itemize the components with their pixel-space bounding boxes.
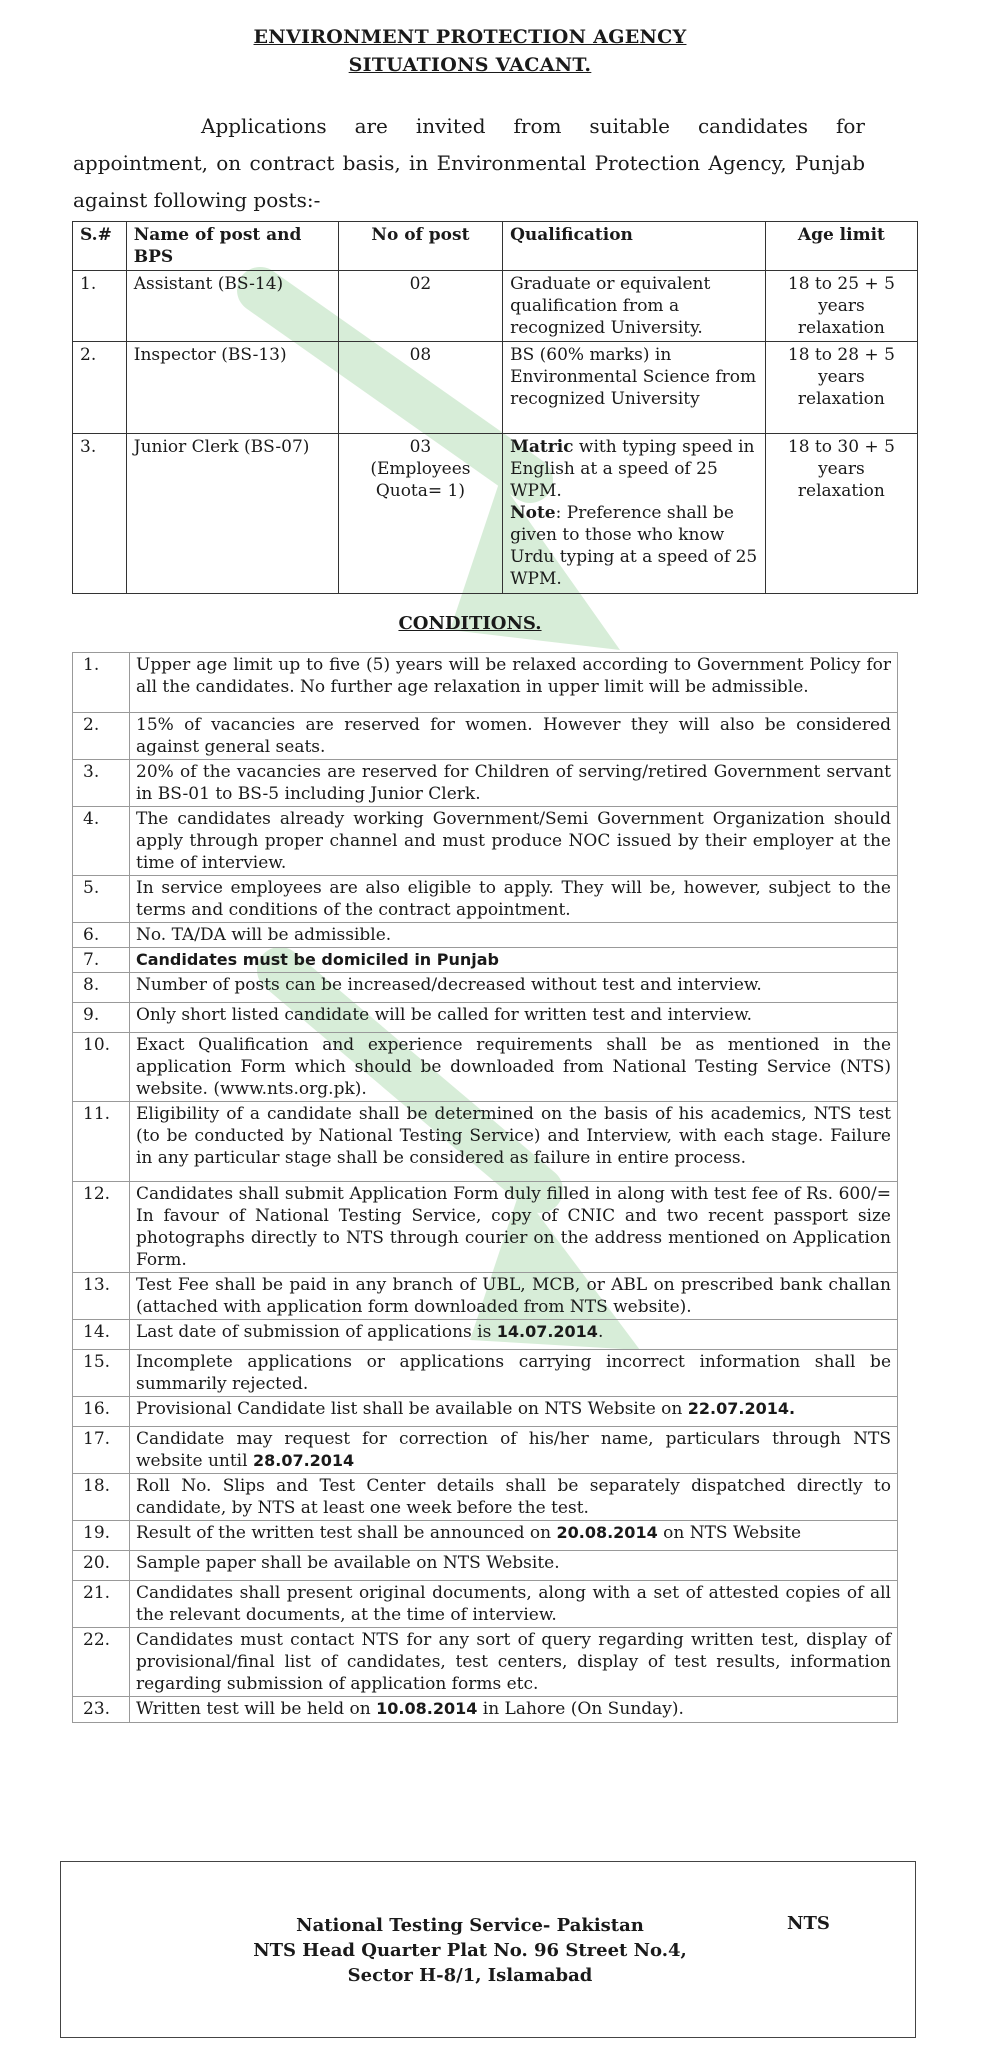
row-no-of-post: 03 — [409, 437, 432, 457]
row-post-name: Inspector (BS-13) — [126, 342, 338, 434]
header-qualification: Qualification — [503, 222, 766, 271]
condition-row — [73, 1581, 898, 1628]
condition-number: 19. — [73, 1521, 130, 1551]
condition-number: 14. — [73, 1320, 130, 1350]
row-age-limit: 18 to 30 + 5 years relaxation — [765, 434, 917, 594]
table-row — [73, 342, 918, 434]
condition-text: 20% of the vacancies are reserved for Children of serving/retired Government servant in BS-01 to BS-5 including Junior Clerk. — [136, 762, 891, 804]
table-row — [73, 434, 918, 594]
condition-text: Number of posts can be increased/decreased without test and interview. — [136, 975, 762, 995]
condition-text-cell — [130, 948, 898, 973]
condition-row — [73, 653, 898, 713]
condition-text: Result of the written test shall be announced on — [136, 1523, 557, 1543]
condition-row — [73, 807, 898, 876]
condition-text-cell — [130, 1273, 898, 1320]
condition-text: Incomplete applications or applications carrying incorrect information shall be summarily rejected. — [136, 1352, 891, 1394]
condition-bold: 22.07.2014. — [687, 1399, 796, 1418]
condition-number: 11. — [73, 1102, 130, 1182]
condition-number: 22. — [73, 1628, 130, 1697]
condition-text: Roll No. Slips and Test Center details shall be separately dispatched directly to candidate, by NTS at least one week before the test. — [136, 1476, 891, 1518]
condition-text-cell — [130, 713, 898, 760]
condition-number: 21. — [73, 1581, 130, 1628]
footer-nts-tag: NTS — [787, 1913, 830, 1934]
condition-bold: 28.07.2014 — [252, 1451, 355, 1470]
condition-text-cell — [130, 1397, 898, 1427]
row-post-name: Junior Clerk (BS-07) — [126, 434, 338, 594]
condition-text-cell — [130, 1474, 898, 1521]
condition-number: 10. — [73, 1033, 130, 1102]
condition-row — [73, 1273, 898, 1320]
row-age-limit: 18 to 28 + 5 years relaxation — [765, 342, 917, 434]
condition-text: Written test will be held on — [136, 1699, 377, 1719]
condition-row — [73, 1427, 898, 1474]
condition-text: Last date of submission of applications is — [136, 1322, 497, 1342]
agency-title: ENVIRONMENT PROTECTION AGENCY — [253, 26, 687, 48]
intro-paragraph — [73, 108, 865, 219]
condition-row — [73, 973, 898, 1003]
header-post-name: Name of post and BPS — [126, 222, 338, 271]
footer-address — [210, 1913, 730, 1988]
condition-row — [73, 1628, 898, 1697]
condition-row — [73, 948, 898, 973]
condition-text: Exact Qualification and experience requirements shall be as mentioned in the application Form which should be downloaded from National Testing Service (NTS) website. (www.nts.org.pk). — [136, 1035, 891, 1099]
condition-row — [73, 1397, 898, 1427]
condition-text-cell — [130, 653, 898, 713]
row-post-name: Assistant (BS-14) — [126, 271, 338, 342]
condition-row — [73, 876, 898, 923]
condition-text: Test Fee shall be paid in any branch of UBL, MCB, or ABL on prescribed bank challan (attached with application form downloaded from NTS website). — [136, 1275, 891, 1317]
row-qualification: with typing speed in English at a speed of 25 WPM. — [510, 437, 755, 501]
condition-number: 3. — [73, 760, 130, 807]
condition-number: 1. — [73, 653, 130, 713]
condition-bold: 20.08.2014 — [556, 1523, 658, 1542]
condition-text-after: in Lahore (On Sunday). — [477, 1699, 684, 1719]
footer-line-3: Sector H-8/1, Islamabad — [347, 1965, 593, 1986]
condition-text-cell — [130, 1427, 898, 1474]
condition-text: No. TA/DA will be admissible. — [136, 925, 392, 945]
intro-text: Applications are invited from suitable candidates for appointment, on contract basis, in Environmental Protection Agency, Punjab against following posts:- — [73, 114, 865, 212]
condition-bold: 14.07.2014 — [496, 1322, 598, 1341]
condition-row — [73, 1003, 898, 1033]
condition-row — [73, 1350, 898, 1397]
condition-number: 5. — [73, 876, 130, 923]
row-no-of-post: 02 — [338, 271, 502, 342]
condition-row — [73, 1551, 898, 1581]
condition-number: 13. — [73, 1273, 130, 1320]
condition-number: 18. — [73, 1474, 130, 1521]
conditions-table — [72, 652, 898, 1723]
condition-row — [73, 1033, 898, 1102]
condition-bold: Candidates must be domiciled in Punjab — [136, 950, 500, 969]
condition-row — [73, 713, 898, 760]
condition-row — [73, 760, 898, 807]
posts-table — [72, 221, 918, 594]
condition-text: Eligibility of a candidate shall be determined on the basis of his academics, NTS test (to be conducted by National Testing Service) and Interview, with each stage. Failure in any particular stage shall be considered as failure in entire process. — [136, 1104, 891, 1168]
condition-text-cell — [130, 1182, 898, 1273]
condition-number: 23. — [73, 1697, 130, 1723]
condition-number: 8. — [73, 973, 130, 1003]
header-sn: S.# — [73, 222, 127, 271]
condition-row — [73, 1697, 898, 1723]
row-sn: 1. — [73, 271, 127, 342]
header-no-of-post: No of post — [338, 222, 502, 271]
condition-text-cell — [130, 973, 898, 1003]
table-row — [73, 271, 918, 342]
row-no-of-post-cell — [338, 434, 502, 594]
row-no-of-post: 08 — [338, 342, 502, 434]
condition-row — [73, 923, 898, 948]
condition-number: 12. — [73, 1182, 130, 1273]
qualification-note: : Preference shall be given to those who know Urdu typing at a speed of 25 WPM. — [510, 503, 758, 589]
condition-text: Provisional Candidate list shall be available on NTS Website on — [136, 1399, 688, 1419]
row-age-limit: 18 to 25 + 5 years relaxation — [765, 271, 917, 342]
footer-line-1: National Testing Service- Pakistan — [296, 1915, 644, 1936]
condition-number: 16. — [73, 1397, 130, 1427]
condition-row — [73, 1320, 898, 1350]
posts-table-header — [73, 222, 918, 271]
condition-number: 17. — [73, 1427, 130, 1474]
condition-text-cell — [130, 1521, 898, 1551]
condition-text-cell — [130, 1102, 898, 1182]
condition-text: The candidates already working Government/Semi Government Organization should apply through proper channel and must produce NOC issued by their employer at the time of interview. — [136, 809, 891, 873]
condition-text-cell — [130, 1003, 898, 1033]
condition-row — [73, 1182, 898, 1273]
row-sn: 2. — [73, 342, 127, 434]
condition-text-cell — [130, 807, 898, 876]
condition-number: 7. — [73, 948, 130, 973]
condition-text: Upper age limit up to five (5) years will be relaxed according to Government Policy for all the candidates. No further age relaxation in upper limit will be admissible. — [136, 655, 891, 697]
condition-text-cell — [130, 1350, 898, 1397]
qualification-note-label: Note — [510, 503, 556, 523]
condition-row — [73, 1521, 898, 1551]
condition-text: Candidates shall submit Application Form duly filled in along with test fee of Rs. 600/= In favour of National Testing Service, copy of CNIC and two recent passport size photographs directly to NTS through courier on the address mentioned on Application Form. — [136, 1184, 891, 1270]
header-age-limit: Age limit — [765, 222, 917, 271]
condition-row — [73, 1102, 898, 1182]
condition-text-cell — [130, 1551, 898, 1581]
condition-text-cell — [130, 1320, 898, 1350]
qualification-bold-prefix: Matric — [510, 437, 574, 457]
condition-bold: 10.08.2014 — [376, 1699, 478, 1718]
condition-number: 9. — [73, 1003, 130, 1033]
condition-text: In service employees are also eligible to apply. They will be, however, subject to the terms and conditions of the contract appointment. — [136, 878, 891, 920]
conditions-title: CONDITIONS. — [398, 613, 542, 634]
condition-text-cell — [130, 760, 898, 807]
condition-number: 15. — [73, 1350, 130, 1397]
condition-text: 15% of vacancies are reserved for women. However they will also be considered against general seats. — [136, 715, 891, 757]
condition-text: Sample paper shall be available on NTS Website. — [136, 1553, 560, 1573]
row-qualification: Graduate or equivalent qualification from a recognized University. — [503, 271, 766, 342]
row-no-of-post-note: (Employees Quota= 1) — [370, 459, 471, 501]
row-sn: 3. — [73, 434, 127, 594]
footer-line-2: NTS Head Quarter Plat No. 96 Street No.4, — [253, 1940, 687, 1961]
condition-row — [73, 1474, 898, 1521]
condition-number: 6. — [73, 923, 130, 948]
condition-text-cell — [130, 1033, 898, 1102]
condition-number: 20. — [73, 1551, 130, 1581]
condition-text-cell — [130, 876, 898, 923]
condition-text-cell — [130, 923, 898, 948]
condition-text-cell — [130, 1581, 898, 1628]
condition-text: Candidates shall present original documents, along with a set of attested copies of all the relevant documents, at the time of interview. — [136, 1583, 891, 1625]
condition-text-after: . — [597, 1322, 604, 1342]
condition-text: Only short listed candidate will be called for written test and interview. — [136, 1005, 753, 1025]
vacancy-subtitle: SITUATIONS VACANT. — [348, 54, 592, 76]
condition-text-cell — [130, 1697, 898, 1723]
condition-number: 4. — [73, 807, 130, 876]
row-qualification: BS (60% marks) in Environmental Science from recognized University — [503, 342, 766, 434]
condition-text-after: on NTS Website — [657, 1523, 802, 1543]
condition-text: Candidates must contact NTS for any sort of query regarding written test, display of provisional/final list of candidates, test centers, display of test results, information regarding submission of application forms etc. — [136, 1630, 891, 1694]
row-qualification-cell — [503, 434, 766, 594]
condition-text-cell — [130, 1628, 898, 1697]
condition-number: 2. — [73, 713, 130, 760]
condition-text: Candidate may request for correction of his/her name, particulars through NTS website until — [136, 1429, 891, 1471]
